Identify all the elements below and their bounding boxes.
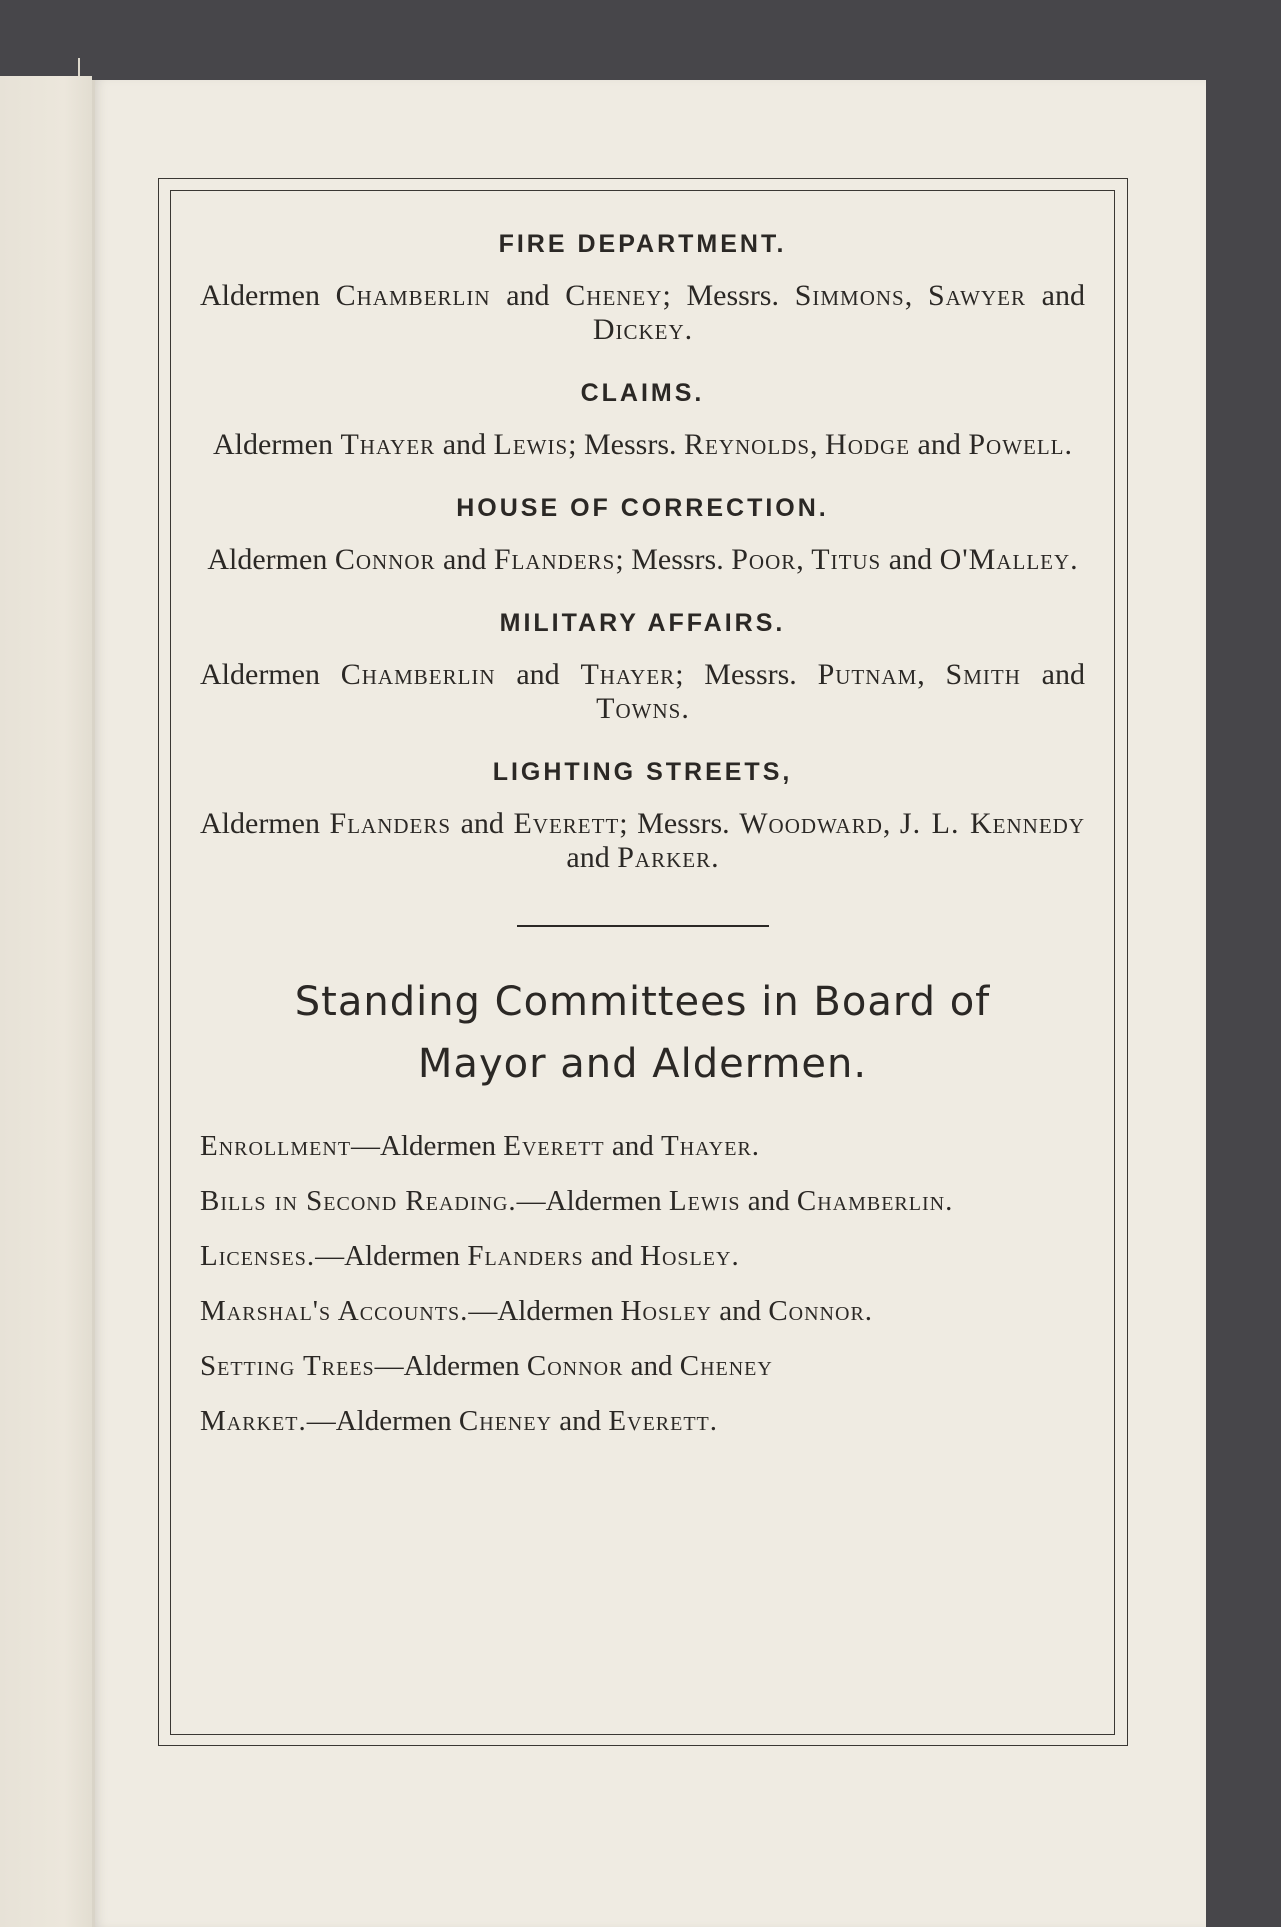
title-line: Standing Committees in Board of <box>294 979 991 1025</box>
section-title: CLAIMS. <box>580 379 705 407</box>
entry-text: and <box>740 1185 797 1217</box>
committee-name: Setting Trees <box>200 1350 375 1382</box>
committee-section <box>200 381 1085 462</box>
member-name: Towns <box>596 692 682 725</box>
section-members <box>200 543 1085 577</box>
member-name: J. L. Kennedy <box>899 807 1085 840</box>
committee-name: Marshal's Accounts. <box>200 1295 469 1327</box>
members-text: Aldermen <box>212 428 341 461</box>
members-text: ; Messrs. <box>568 428 685 461</box>
entry-text: . <box>731 1240 739 1272</box>
entry-text: and <box>583 1240 641 1272</box>
section-title: MILITARY AFFAIRS. <box>499 609 786 637</box>
entry-text: . <box>864 1295 873 1327</box>
member-name: Flanders <box>329 807 452 840</box>
standing-committee-entry <box>200 1351 1085 1382</box>
entry-text: . <box>709 1405 718 1437</box>
entry-text: . <box>945 1185 953 1217</box>
members-text: . <box>1064 428 1073 461</box>
title-line: Mayor and Aldermen. <box>417 1041 868 1087</box>
standing-committee-list <box>200 1131 1085 1437</box>
member-name: Everett <box>503 1130 605 1162</box>
document-page <box>92 80 1206 1927</box>
standing-committee-entry <box>200 1241 1085 1272</box>
members-text: and <box>1020 658 1085 691</box>
entry-text: and <box>623 1350 680 1382</box>
member-name: Woodward <box>739 807 883 840</box>
member-name: Everett <box>513 807 620 840</box>
members-text: , <box>904 279 928 312</box>
member-name: Cheney <box>679 1350 773 1382</box>
committee-name: Enrollment <box>200 1130 352 1162</box>
entry-text: —Aldermen <box>468 1295 621 1327</box>
committee-section <box>200 496 1085 577</box>
entry-text: —Aldermen <box>516 1185 669 1217</box>
section-title: HOUSE OF CORRECTION. <box>456 494 829 522</box>
committee-section <box>200 611 1085 726</box>
page-fold <box>92 80 95 1927</box>
standing-committee-entry <box>200 1406 1085 1437</box>
standing-committee-entry <box>200 1296 1085 1327</box>
member-name: Putnam <box>817 658 918 691</box>
member-name: Connor <box>768 1295 865 1327</box>
member-name: O'Malley <box>939 543 1071 576</box>
member-name: Powell <box>968 428 1065 461</box>
member-name: Everett <box>608 1405 710 1437</box>
members-text: and <box>435 428 494 461</box>
members-text: . <box>711 841 719 874</box>
member-name: Flanders <box>493 543 616 576</box>
section-members <box>200 428 1085 462</box>
member-name: Cheney <box>565 279 663 312</box>
committee-name: Licenses. <box>200 1240 316 1272</box>
members-text: Aldermen <box>200 807 330 840</box>
section-members <box>200 658 1085 726</box>
member-name: Cheney <box>458 1405 553 1437</box>
member-name: Lewis <box>668 1185 741 1217</box>
members-text: and <box>490 279 566 312</box>
members-text: , <box>882 807 900 840</box>
entry-text: —Aldermen <box>315 1240 468 1272</box>
members-text: and <box>495 658 581 691</box>
member-name: Connor <box>526 1350 624 1382</box>
member-name: Flanders <box>467 1240 584 1272</box>
member-name: Connor <box>334 543 436 576</box>
member-name: Parker <box>617 841 712 874</box>
entry-text: and <box>711 1295 769 1327</box>
section-divider <box>517 925 769 927</box>
member-name: Hosley <box>620 1295 712 1327</box>
member-name: Lewis <box>493 428 569 461</box>
member-name: Poor <box>731 543 797 576</box>
entry-text: . <box>751 1130 760 1162</box>
left-page-edge <box>0 76 92 1927</box>
member-name: Titus <box>811 543 882 576</box>
members-text: . <box>684 313 693 346</box>
member-name: Thayer <box>661 1130 752 1162</box>
members-text: . <box>1070 543 1078 576</box>
members-text: and <box>910 428 969 461</box>
section-title: FIRE DEPARTMENT. <box>498 230 787 258</box>
members-text: ; Messrs. <box>662 279 795 312</box>
binding-mark <box>78 58 80 76</box>
standing-committee-entry <box>200 1186 1085 1217</box>
member-name: Chamberlin <box>335 279 491 312</box>
standing-committees-title <box>200 971 1085 1095</box>
entry-text: —Aldermen <box>306 1405 459 1437</box>
member-name: Thayer <box>340 428 436 461</box>
members-text: and <box>566 841 618 874</box>
member-name: Chamberlin <box>340 658 496 691</box>
member-name: Reynolds <box>684 428 811 461</box>
member-name: Hosley <box>640 1240 732 1272</box>
member-name: Chamberlin <box>796 1185 946 1217</box>
committee-name: Bills in Second Reading. <box>200 1185 517 1217</box>
member-name: Sawyer <box>927 279 1026 312</box>
entry-text: and <box>552 1405 609 1437</box>
section-title: LIGHTING STREETS, <box>492 758 793 786</box>
member-name: Dickey <box>592 313 685 346</box>
committee-section <box>200 760 1085 875</box>
members-text: Aldermen <box>200 279 336 312</box>
member-name: Hodge <box>825 428 911 461</box>
members-text: , <box>810 428 826 461</box>
member-name: Smith <box>945 658 1021 691</box>
entry-text: —Aldermen <box>374 1350 527 1382</box>
members-text: Aldermen <box>207 543 335 576</box>
members-text: and <box>435 543 494 576</box>
committee-name: Market. <box>200 1405 307 1437</box>
members-text: and <box>881 543 940 576</box>
members-text: ; Messrs. <box>675 658 818 691</box>
members-text: ; Messrs. <box>619 807 740 840</box>
members-text: ; Messrs. <box>615 543 732 576</box>
committee-listing <box>200 232 1085 1461</box>
section-members <box>200 807 1085 875</box>
members-text: . <box>681 692 689 725</box>
standing-committee-entry <box>200 1131 1085 1162</box>
members-text: and <box>451 807 514 840</box>
members-text: , <box>796 543 812 576</box>
members-text: Aldermen <box>200 658 341 691</box>
members-text: , <box>917 658 946 691</box>
committee-section <box>200 232 1085 347</box>
entry-text: —Aldermen <box>351 1130 504 1162</box>
members-text: and <box>1025 279 1085 312</box>
entry-text: and <box>604 1130 662 1162</box>
section-members <box>200 279 1085 347</box>
member-name: Thayer <box>580 658 676 691</box>
member-name: Simmons <box>794 279 905 312</box>
